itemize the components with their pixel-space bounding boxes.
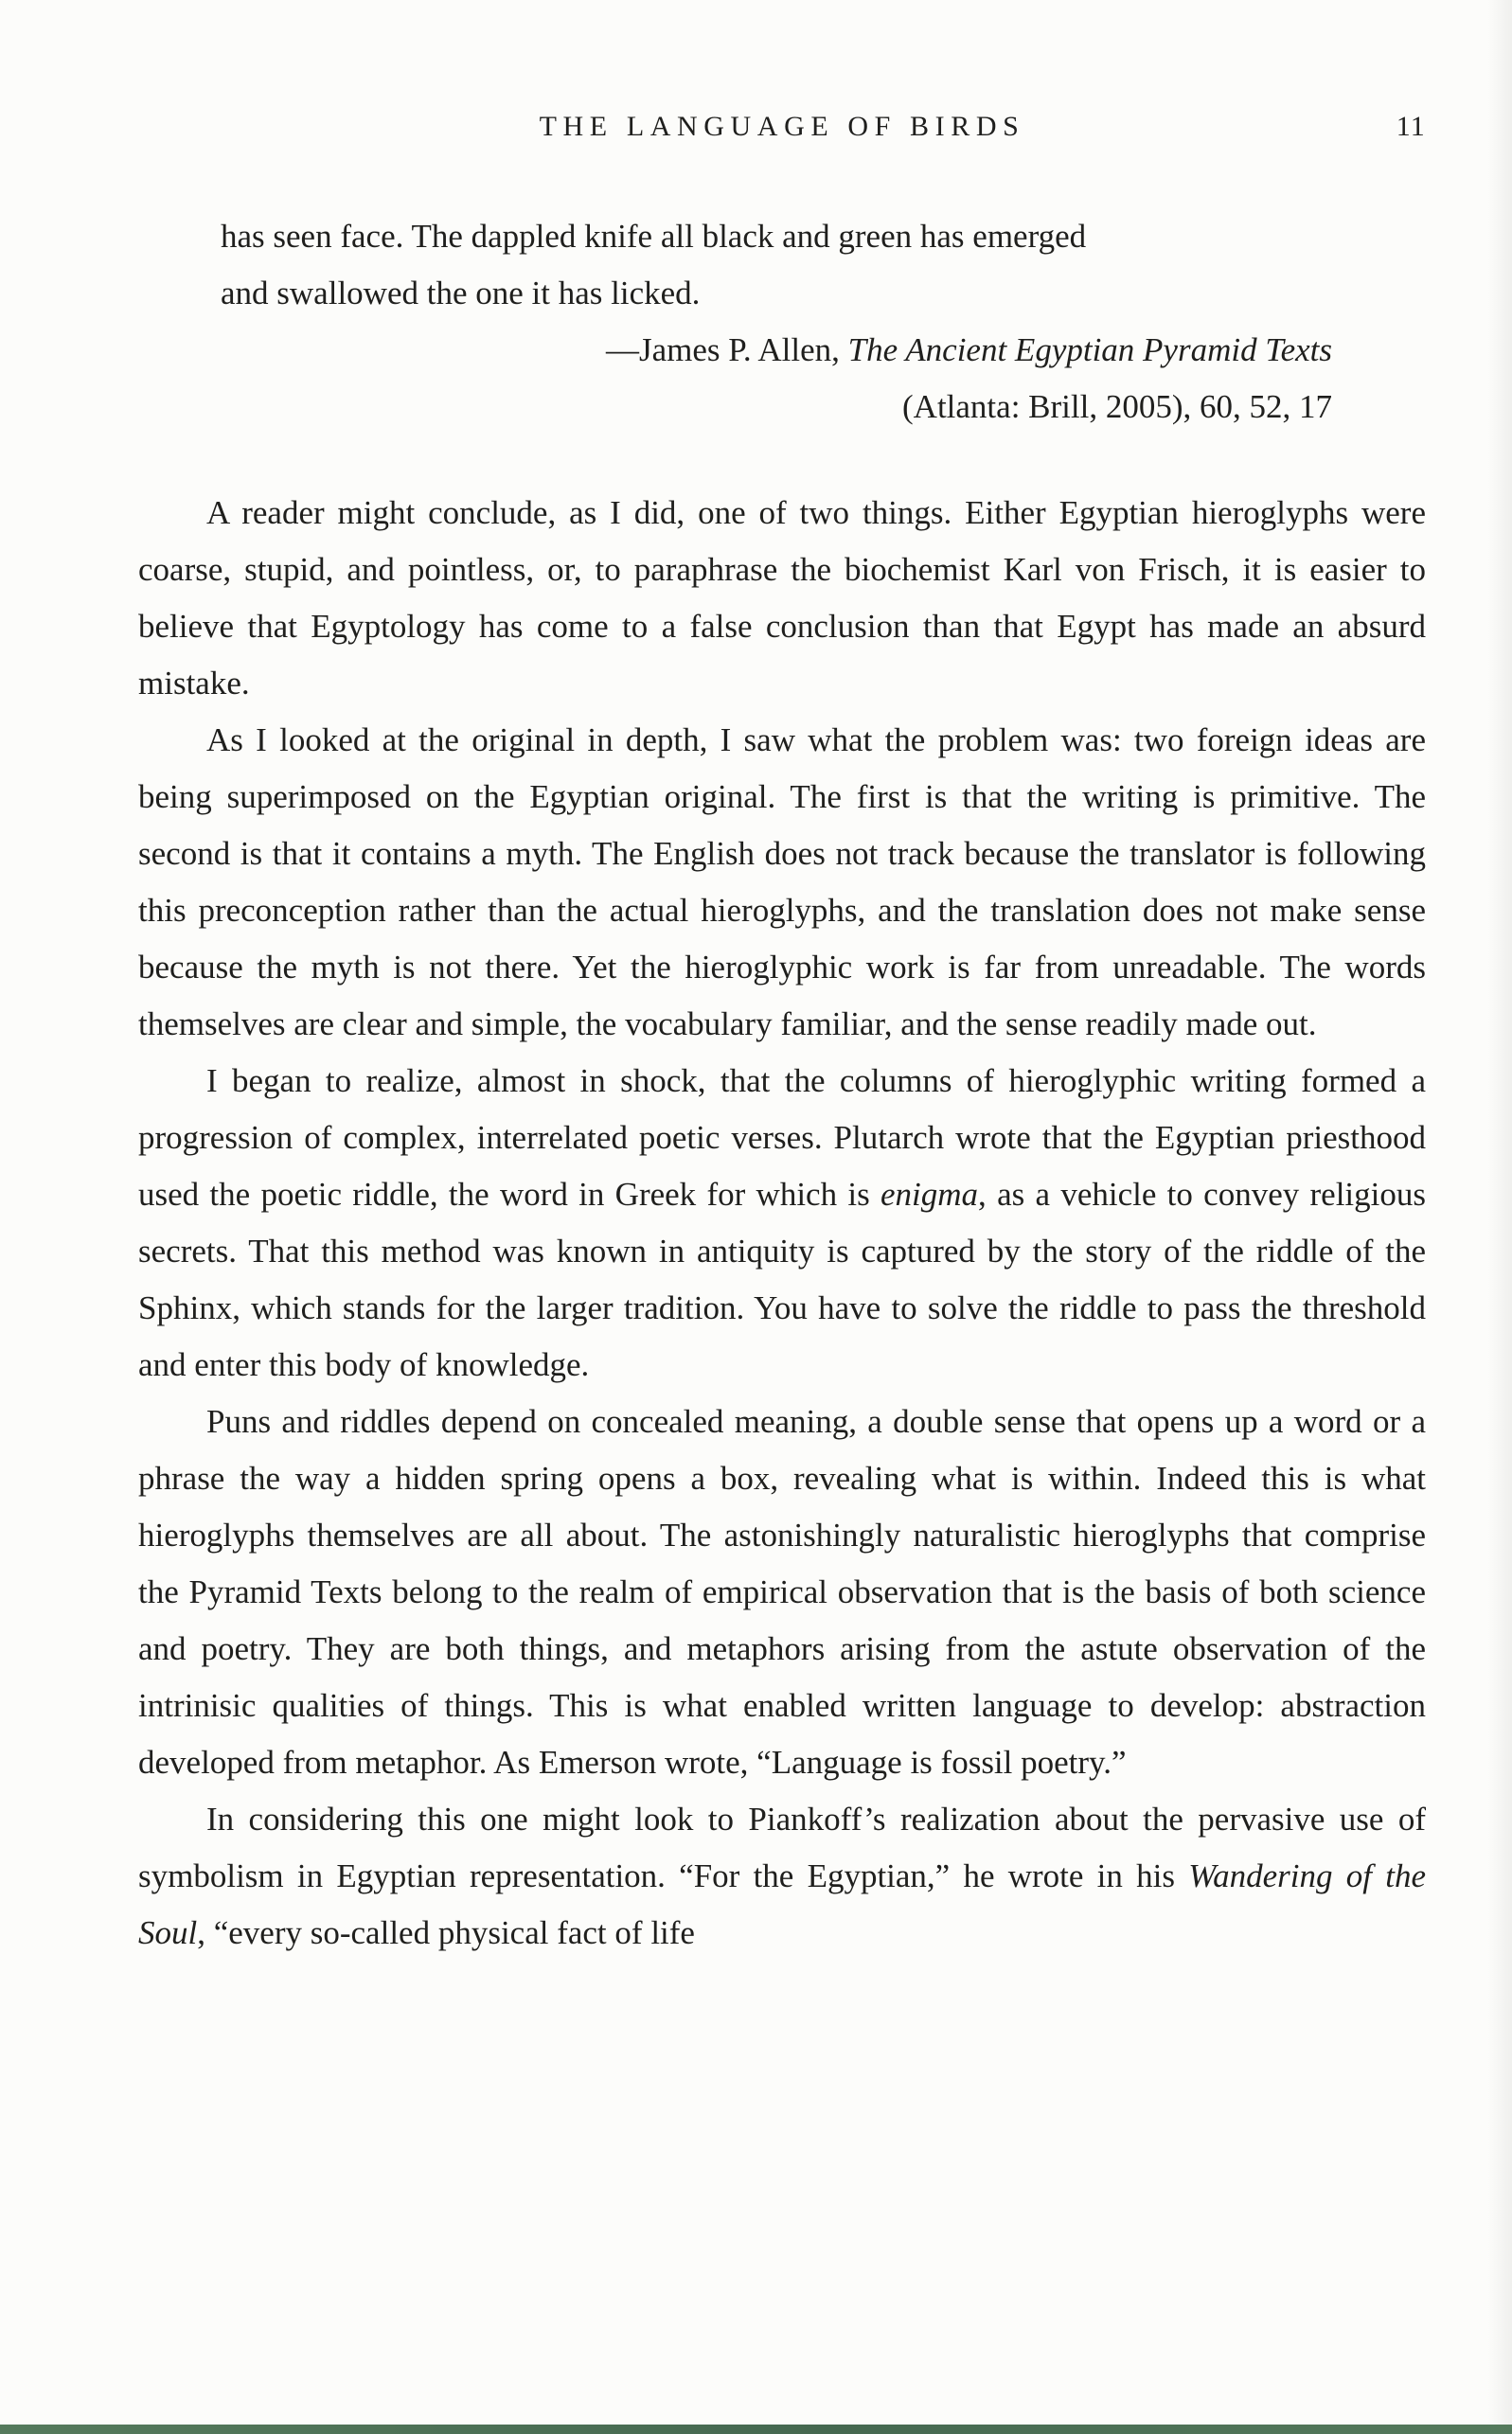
- attribution-author: —James P. Allen,: [605, 331, 848, 368]
- paragraph: [138, 1053, 1426, 1394]
- paragraph: [138, 485, 1426, 712]
- text-run: In considering this one might look to Piankoff’s realization about the pervasive use of symbolism in Egyptian representation. “For the Egyptian,” he wrote in his: [138, 1801, 1426, 1894]
- paragraph: [138, 712, 1426, 1053]
- paragraph: [138, 1394, 1426, 1791]
- page-number: 11: [1396, 111, 1426, 142]
- epigraph-line: and swallowed the one it has licked.: [221, 275, 701, 311]
- text-run: As I looked at the original in depth, I saw what the problem was: two foreign ideas are being superimposed on the Egyptian original. The first is that the writing is primitive. The second is that it contains a myth. The English does not track because the translator is following this preconception rather than the actual hieroglyphs, and the translation does not make sense because the myth is not there. Yet the hieroglyphic work is far from unreadable. The words themselves are clear and simple, the vocabulary familiar, and the sense readily made out.: [138, 721, 1426, 1042]
- text-run: , “every so-called physical fact of life: [197, 1914, 695, 1951]
- text-run: A reader might conclude, as I did, one of two things. Either Egyptian hieroglyphs were coarse, stupid, and pointless, or, to paraphrase the biochemist Karl von Frisch, it is easier to believe that Egyptology has come to a false conclusion than that Egypt has made an absurd mistake.: [138, 494, 1426, 702]
- italic-text-run: Wandering of the Soul: [138, 1857, 1426, 1951]
- paragraph: [138, 1791, 1426, 1962]
- text-run: I began to realize, almost in shock, that the columns of hieroglyphic writing formed a progression of complex, interrelated poetic verses. Plutarch wrote that the Egyptian priesthood used the poetic riddle, the word in Greek for which is: [138, 1062, 1426, 1213]
- attribution-work-title: The Ancient Egyptian Pyramid Texts: [847, 331, 1332, 368]
- text-block: [138, 106, 1426, 1962]
- epigraph: [221, 208, 1332, 435]
- running-title: THE LANGUAGE OF BIRDS: [539, 111, 1025, 142]
- page-header: [138, 106, 1426, 148]
- epigraph-line: has seen face. The dappled knife all black and green has emerged: [221, 218, 1087, 255]
- page-edge-shading: [1487, 0, 1512, 2434]
- body-paragraphs: [138, 485, 1426, 1962]
- text-run: , as a vehicle to convey religious secrets. That this method was known in antiquity is captured by the story of the riddle of the Sphinx, which stands for the larger tradition. You have to solve the riddle to pass the threshold and enter this body of knowledge.: [138, 1176, 1426, 1383]
- epigraph-citation: (Atlanta: Brill, 2005), 60, 52, 17: [902, 388, 1332, 425]
- scan-edge-artifact: [0, 2425, 1512, 2434]
- text-run: Puns and riddles depend on concealed meaning, a double sense that opens up a word or a phrase the way a hidden spring opens a box, revealing what is within. Indeed this is what hieroglyphs themselves are all about. The astonishingly naturalistic hieroglyphs that comprise the Pyramid Texts belong to the realm of empirical observation that is the basis of both science and poetry. They are both things, and metaphors arising from the astute observation of the intrinisic qualities of things. This is what enabled written language to develop: abstraction developed from metaphor. As Emerson wrote, “Language is fossil poetry.”: [138, 1403, 1426, 1781]
- epigraph-attribution: [221, 322, 1332, 379]
- italic-text-run: enigma: [881, 1176, 979, 1213]
